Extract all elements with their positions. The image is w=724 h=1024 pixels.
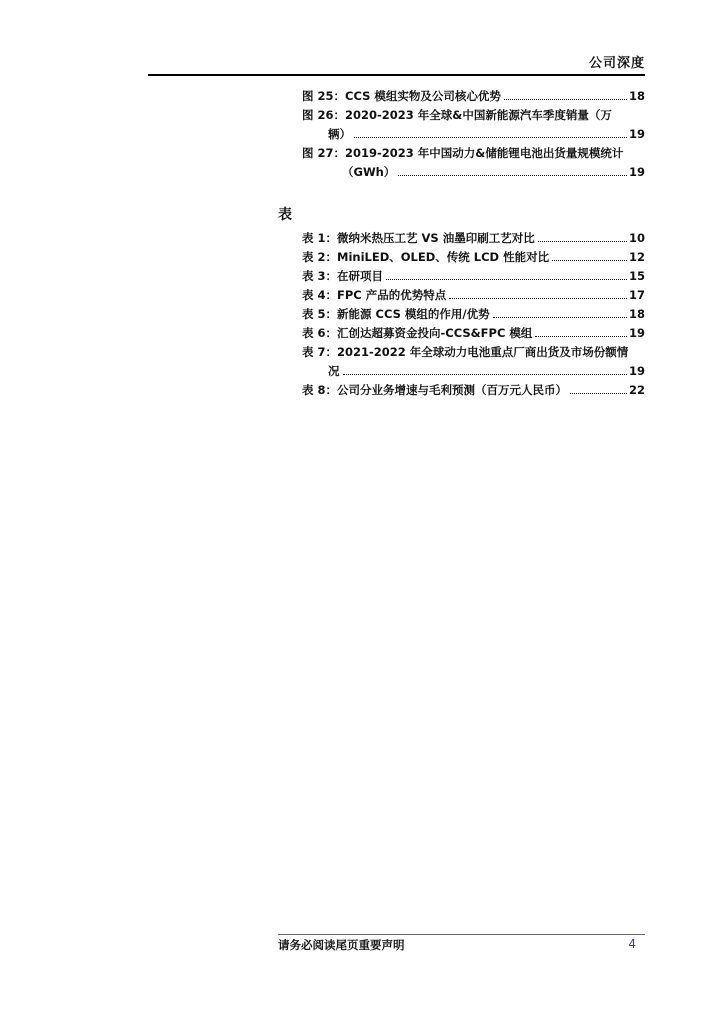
figure-entry-continuation: 辆） [328, 127, 351, 141]
dot-leader [538, 240, 627, 242]
page-number: 4 [628, 937, 636, 951]
table-entry[interactable] [302, 229, 645, 248]
dot-leader [535, 335, 627, 337]
table-entry[interactable] [302, 324, 645, 343]
table-entry-label: 表 2：MiniLED、OLED、传统 LCD 性能对比 [302, 250, 550, 264]
dot-leader [493, 316, 627, 318]
table-entry-label: 表 7：2021-2022 年全球动力电池重点厂商出货及市场份额情 [302, 345, 629, 359]
dot-leader [354, 136, 627, 138]
dot-leader [386, 278, 627, 280]
table-entry-page: 22 [628, 383, 645, 397]
figure-entry-page: 18 [628, 89, 645, 103]
figure-entry-page: 19 [628, 127, 645, 141]
table-entry[interactable] [302, 248, 645, 267]
table-entry[interactable] [302, 267, 645, 286]
dot-leader [343, 373, 627, 375]
dot-leader [398, 174, 627, 176]
figure-entry[interactable] [302, 144, 645, 182]
table-entry[interactable] [302, 286, 645, 305]
table-entry-label: 表 4：FPC 产品的优势特点 [302, 288, 447, 302]
figure-entry-label: 图 27：2019-2023 年中国动力&储能锂电池出货量规模统计 [302, 146, 624, 160]
table-entry-page: 10 [628, 231, 645, 245]
dot-leader [504, 98, 627, 100]
figure-entry-page: 19 [628, 165, 645, 179]
table-entry-label: 表 3：在研项目 [302, 269, 384, 283]
figure-entry-continuation: （GWh） [342, 165, 396, 179]
dot-leader [552, 259, 627, 261]
figure-entry[interactable] [302, 87, 645, 106]
table-entry[interactable] [302, 381, 645, 400]
figure-entry[interactable] [302, 106, 645, 144]
figure-entry-label: 图 26：2020-2023 年全球&中国新能源汽车季度销量（万 [302, 108, 612, 122]
footer-rule [278, 934, 645, 935]
table-entry-label: 表 8：公司分业务增速与毛利预测（百万元人民币） [302, 383, 568, 397]
table-entry-page: 19 [628, 326, 645, 340]
dot-leader [570, 392, 627, 394]
table-entry-page: 12 [628, 250, 645, 264]
table-entry-page: 17 [628, 288, 645, 302]
figure-list [302, 87, 645, 182]
header-rule [148, 74, 645, 76]
footer-disclaimer: 请务必阅读尾页重要声明 [278, 938, 405, 952]
table-entry-page: 19 [628, 364, 645, 378]
table-entry-page: 15 [628, 269, 645, 283]
header-title: 公司深度 [588, 56, 645, 71]
table-entry-label: 表 1：微纳米热压工艺 VS 油墨印刷工艺对比 [302, 231, 535, 245]
table-entry-page: 18 [628, 307, 645, 321]
table-list [302, 229, 645, 400]
table-entry-label: 表 6：汇创达超募资金投向-CCS&FPC 模组 [302, 326, 533, 340]
table-entry[interactable] [302, 305, 645, 324]
tables-section-label: 表 [278, 207, 292, 223]
table-entry-label: 表 5：新能源 CCS 模组的作用/优势 [302, 307, 490, 321]
table-entry-continuation: 况 [328, 364, 340, 378]
table-entry[interactable] [302, 343, 645, 381]
dot-leader [449, 297, 627, 299]
figure-entry-label: 图 25：CCS 模组实物及公司核心优势 [302, 89, 501, 103]
